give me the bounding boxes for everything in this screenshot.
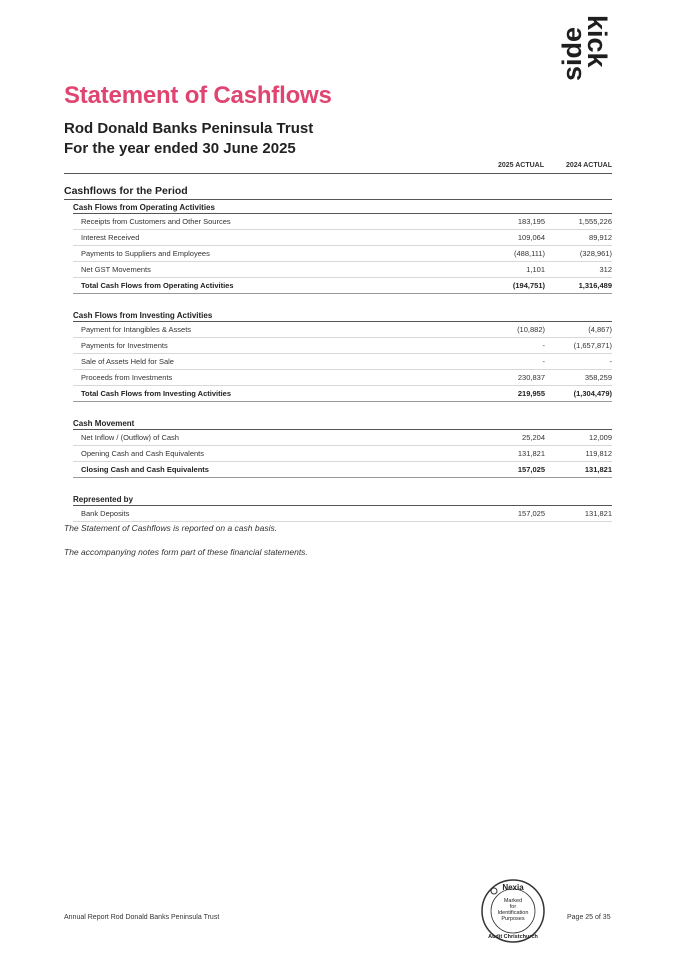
value-2025: (488,111) bbox=[514, 249, 545, 258]
value-2024: 131,821 bbox=[584, 509, 612, 518]
stamp-line: Identification bbox=[497, 910, 529, 916]
value-2024: (1,657,871) bbox=[573, 341, 612, 350]
value-2024: 89,912 bbox=[589, 233, 612, 242]
value-2025: (10,882) bbox=[517, 325, 545, 334]
table-row bbox=[73, 246, 612, 262]
page-subtitle bbox=[64, 119, 313, 159]
row-label: Payments to Suppliers and Employees bbox=[81, 249, 210, 258]
group-heading: Cash Movement bbox=[73, 416, 612, 430]
row-label: Opening Cash and Cash Equivalents bbox=[81, 449, 204, 458]
group-heading: Represented by bbox=[73, 492, 612, 506]
group-investing bbox=[73, 308, 612, 402]
total-2024: 1,316,489 bbox=[578, 281, 612, 290]
table-row bbox=[73, 338, 612, 354]
value-2025: 109,064 bbox=[517, 233, 545, 242]
section-heading: Cashflows for the Period bbox=[64, 174, 612, 200]
total-label: Total Cash Flows from Operating Activities bbox=[81, 281, 234, 290]
value-2024: 312 bbox=[599, 265, 612, 274]
logo-line-1: kick bbox=[582, 15, 612, 68]
stamp-line: for bbox=[509, 904, 517, 910]
cashflow-table bbox=[64, 173, 612, 522]
column-header-2024: 2024 ACTUAL bbox=[565, 162, 612, 169]
table-row bbox=[73, 430, 612, 446]
footer-page-number: Page 25 of 35 bbox=[567, 914, 611, 921]
note-accompanying: The accompanying notes form part of these financial statements. bbox=[64, 547, 308, 557]
row-label: Net Inflow / (Outflow) of Cash bbox=[81, 433, 179, 442]
row-label: Payments for Investments bbox=[81, 341, 168, 350]
value-2024: 1,555,226 bbox=[578, 217, 612, 226]
value-2025: - bbox=[542, 357, 545, 366]
column-header-2025: 2025 ACTUAL bbox=[497, 162, 544, 169]
row-label: Proceeds from Investments bbox=[81, 373, 173, 382]
stamp-city: Audit Christchurch bbox=[488, 934, 538, 940]
value-2025: 25,204 bbox=[522, 433, 545, 442]
total-row bbox=[73, 462, 612, 478]
table-row bbox=[73, 506, 612, 522]
group-heading: Cash Flows from Investing Activities bbox=[73, 308, 612, 322]
page-title: Statement of Cashflows bbox=[64, 82, 332, 109]
table-row bbox=[73, 354, 612, 370]
kickside-logo bbox=[556, 14, 612, 82]
total-row bbox=[73, 386, 612, 402]
row-label: Receipts from Customers and Other Sources bbox=[81, 217, 231, 226]
total-2025: 219,955 bbox=[517, 389, 545, 398]
note-cash-basis: The Statement of Cashflows is reported on a cash basis. bbox=[64, 523, 278, 533]
value-2024: 119,812 bbox=[585, 449, 612, 458]
subtitle-period: For the year ended 30 June 2025 bbox=[64, 140, 296, 157]
row-label: Interest Received bbox=[81, 233, 140, 242]
group-cash-movement bbox=[73, 416, 612, 478]
audit-stamp bbox=[480, 878, 546, 944]
total-label: Closing Cash and Cash Equivalents bbox=[81, 465, 209, 474]
table-row bbox=[73, 230, 612, 246]
table-row bbox=[73, 446, 612, 462]
value-2025: 131,821 bbox=[517, 449, 545, 458]
table-row bbox=[73, 262, 612, 278]
value-2024: 358,259 bbox=[584, 373, 612, 382]
row-label: Sale of Assets Held for Sale bbox=[81, 357, 174, 366]
value-2025: 157,025 bbox=[517, 509, 545, 518]
logo-line-2: side bbox=[557, 26, 587, 81]
table-row bbox=[73, 322, 612, 338]
row-label: Net GST Movements bbox=[81, 265, 151, 274]
table-row bbox=[73, 370, 612, 386]
value-2025: 1,101 bbox=[526, 265, 545, 274]
total-2025: (194,751) bbox=[512, 281, 545, 290]
total-label: Total Cash Flows from Investing Activities bbox=[81, 389, 232, 398]
stamp-line: Purposes bbox=[501, 916, 525, 922]
group-operating bbox=[73, 200, 612, 294]
stamp-line: Marked bbox=[503, 898, 523, 904]
value-2024: - bbox=[609, 357, 612, 366]
value-2025: - bbox=[542, 341, 545, 350]
footer-report-name: Annual Report Rod Donald Banks Peninsula Trust bbox=[64, 914, 220, 921]
group-heading: Cash Flows from Operating Activities bbox=[73, 200, 612, 214]
total-row bbox=[73, 278, 612, 294]
value-2024: (328,961) bbox=[579, 249, 612, 258]
row-label: Bank Deposits bbox=[81, 509, 130, 518]
value-2025: 183,195 bbox=[517, 217, 545, 226]
total-2025: 157,025 bbox=[517, 465, 545, 474]
value-2025: 230,837 bbox=[517, 373, 545, 382]
row-label: Payment for Intangibles & Assets bbox=[81, 325, 192, 334]
table-row bbox=[73, 214, 612, 230]
subtitle-org: Rod Donald Banks Peninsula Trust bbox=[64, 120, 314, 137]
value-2024: 12,009 bbox=[589, 433, 612, 442]
value-2024: (4,867) bbox=[588, 325, 612, 334]
total-2024: 131,821 bbox=[584, 465, 612, 474]
total-2024: (1,304,479) bbox=[573, 389, 612, 398]
group-represented-by bbox=[73, 492, 612, 522]
stamp-brand: Nexia bbox=[502, 883, 524, 892]
